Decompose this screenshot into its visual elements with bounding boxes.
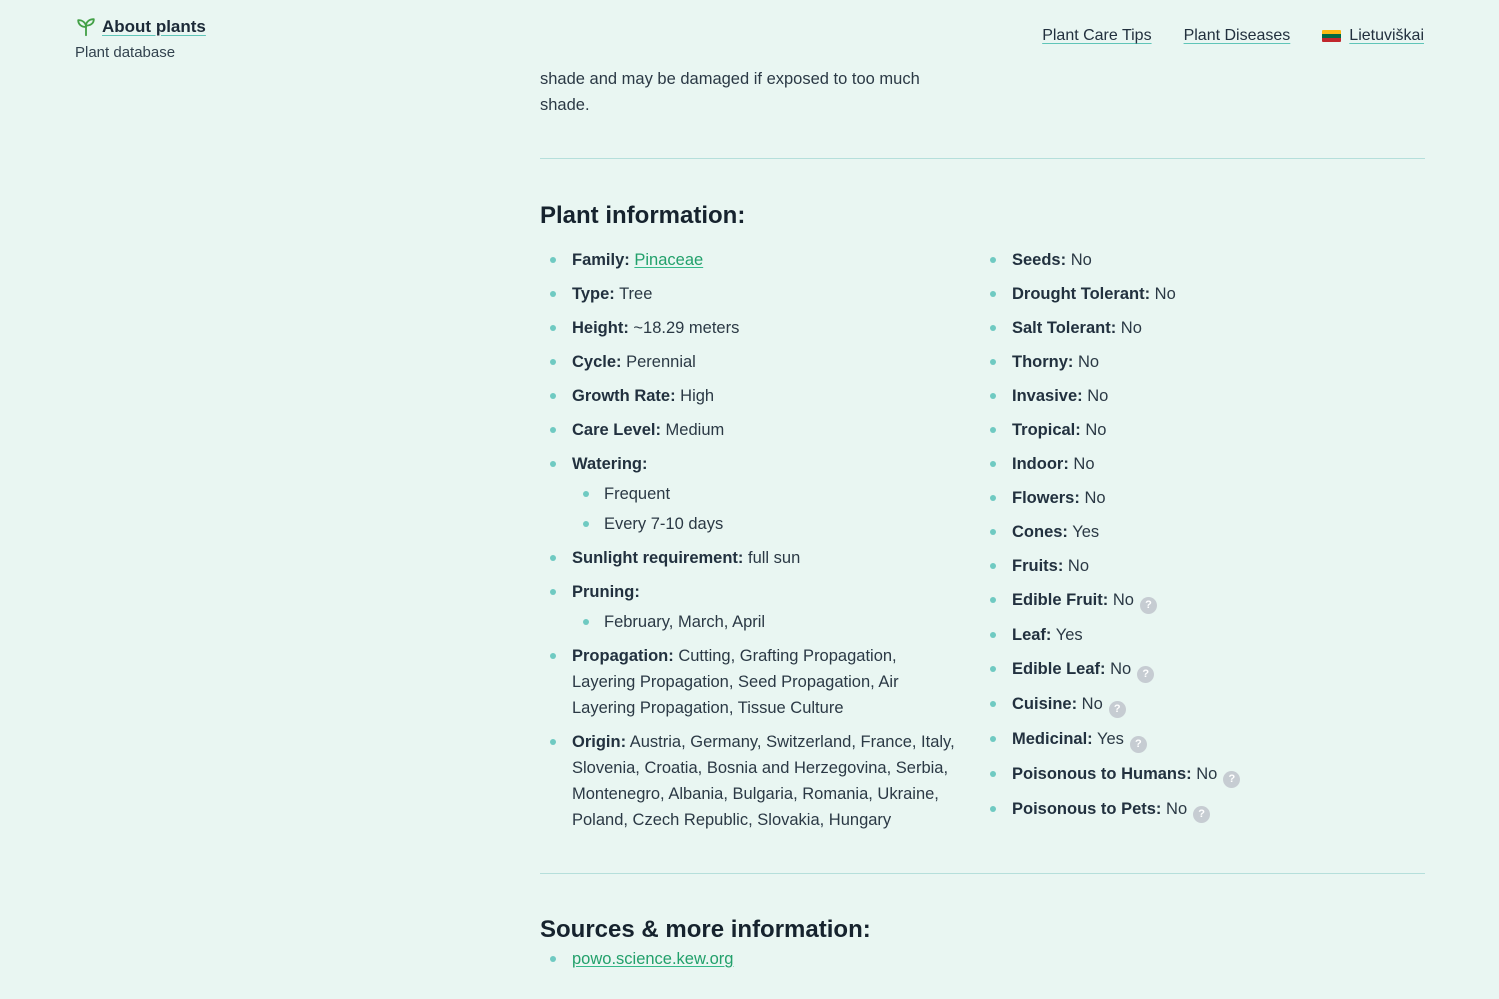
item-label: Edible Leaf: [1012, 660, 1106, 678]
main-content [540, 0, 1425, 980]
list-item: Fruits: No [980, 553, 1404, 579]
site-title[interactable]: About plants [102, 17, 206, 36]
plant-info-list-left [540, 247, 980, 833]
list-item: Growth Rate: High [540, 383, 964, 409]
sprout-icon [75, 16, 97, 38]
list-item: Salt Tolerant: No [980, 315, 1404, 341]
item-label: Edible Fruit: [1012, 591, 1109, 609]
item-label: Height: [572, 319, 629, 337]
sub-list [572, 481, 964, 537]
help-icon[interactable]: ? [1109, 701, 1126, 718]
list-item: Edible Leaf: No ? [980, 656, 1404, 683]
sub-list [572, 609, 964, 635]
list-item: Edible Fruit: No ? [980, 587, 1404, 614]
list-item: Cycle: Perennial [540, 349, 964, 375]
list-item [540, 247, 964, 273]
item-label: Tropical: [1012, 421, 1081, 439]
item-label: Thorny: [1012, 353, 1074, 371]
item-label: Cones: [1012, 523, 1068, 541]
item-label: Cycle: [572, 353, 622, 371]
help-icon[interactable]: ? [1137, 666, 1154, 683]
help-icon[interactable]: ? [1223, 771, 1240, 788]
list-item: Height: ~18.29 meters [540, 315, 964, 341]
item-label: Type: [572, 285, 615, 303]
language-label[interactable]: Lietuviškai [1349, 27, 1424, 44]
item-label: Leaf: [1012, 626, 1052, 644]
list-item: Poisonous to Pets: No ? [980, 796, 1404, 823]
item-label: Sunlight requirement: [572, 549, 744, 567]
sub-list-item: February, March, April [572, 609, 964, 635]
item-label: Poisonous to Humans: [1012, 765, 1192, 783]
site-logo[interactable] [75, 14, 206, 62]
sub-list-item: Every 7-10 days [572, 511, 964, 537]
item-label: Propagation: [572, 647, 674, 665]
nav-plant-diseases[interactable]: Plant Diseases [1183, 27, 1291, 44]
list-item: Care Level: Medium [540, 417, 964, 443]
item-label: Pruning: [572, 583, 640, 601]
help-icon[interactable]: ? [1140, 597, 1157, 614]
plant-info-column-right [980, 247, 1425, 841]
plant-info-column-left [540, 247, 980, 841]
item-label: Family: [572, 251, 630, 269]
item-label: Invasive: [1012, 387, 1083, 405]
item-label: Watering: [572, 455, 648, 473]
item-label: Growth Rate: [572, 387, 676, 405]
item-label: Care Level: [572, 421, 661, 439]
divider [540, 158, 1425, 159]
list-item: Cones: Yes [980, 519, 1404, 545]
list-item: Sunlight requirement: full sun [540, 545, 964, 571]
item-link[interactable]: Pinaceae [634, 251, 704, 269]
help-icon[interactable]: ? [1130, 736, 1147, 753]
help-icon[interactable]: ? [1193, 806, 1210, 823]
item-label: Poisonous to Pets: [1012, 800, 1162, 818]
item-label: Salt Tolerant: [1012, 319, 1117, 337]
list-item: Medicinal: Yes ? [980, 726, 1404, 753]
source-link[interactable]: powo.science.kew.org [572, 950, 734, 968]
item-label: Cuisine: [1012, 695, 1078, 713]
item-label: Seeds: [1012, 251, 1067, 269]
item-label: Flowers: [1012, 489, 1080, 507]
list-item: Tropical: No [980, 417, 1404, 443]
list-item: Propagation: Cutting, Grafting Propagation, Layering Propagation, Seed Propagation, Air Layering Propagation, Tissue Culture [540, 643, 964, 721]
list-item: Leaf: Yes [980, 622, 1404, 648]
sources-heading: Sources & more information: [540, 916, 871, 943]
list-item: Poisonous to Humans: No ? [980, 761, 1404, 788]
sources-list [540, 946, 1425, 972]
list-item [540, 946, 964, 972]
plant-info-list-right [980, 247, 1425, 823]
intro-text: shade and may be damaged if exposed to too much shade. [540, 70, 920, 114]
list-item: Type: Tree [540, 281, 964, 307]
list-item: Flowers: No [980, 485, 1404, 511]
list-item: Thorny: No [980, 349, 1404, 375]
list-item: Origin: Austria, Germany, Switzerland, France, Italy, Slovenia, Croatia, Bosnia and Herzegovina, Serbia, Montenegro, Albania, Bulgaria, Romania, Ukraine, Poland, Czech Republic, Slovakia, Hungary [540, 729, 964, 833]
plant-info-columns [540, 247, 1425, 841]
item-label: Medicinal: [1012, 730, 1093, 748]
list-item: Seeds: No [980, 247, 1404, 273]
sub-list-item: Frequent [572, 481, 964, 507]
nav-plant-care-tips[interactable]: Plant Care Tips [1042, 27, 1152, 44]
plant-information-heading: Plant information: [540, 202, 746, 229]
item-label: Drought Tolerant: [1012, 285, 1151, 303]
list-item: Drought Tolerant: No [980, 281, 1404, 307]
item-label: Fruits: [1012, 557, 1064, 575]
item-label: Origin: [572, 733, 627, 751]
list-item: Invasive: No [980, 383, 1404, 409]
list-item [540, 451, 964, 537]
item-label: Indoor: [1012, 455, 1069, 473]
list-item [540, 579, 964, 635]
list-item: Cuisine: No ? [980, 691, 1404, 718]
site-subtitle: Plant database [75, 44, 176, 61]
list-item: Indoor: No [980, 451, 1404, 477]
divider [540, 873, 1425, 874]
